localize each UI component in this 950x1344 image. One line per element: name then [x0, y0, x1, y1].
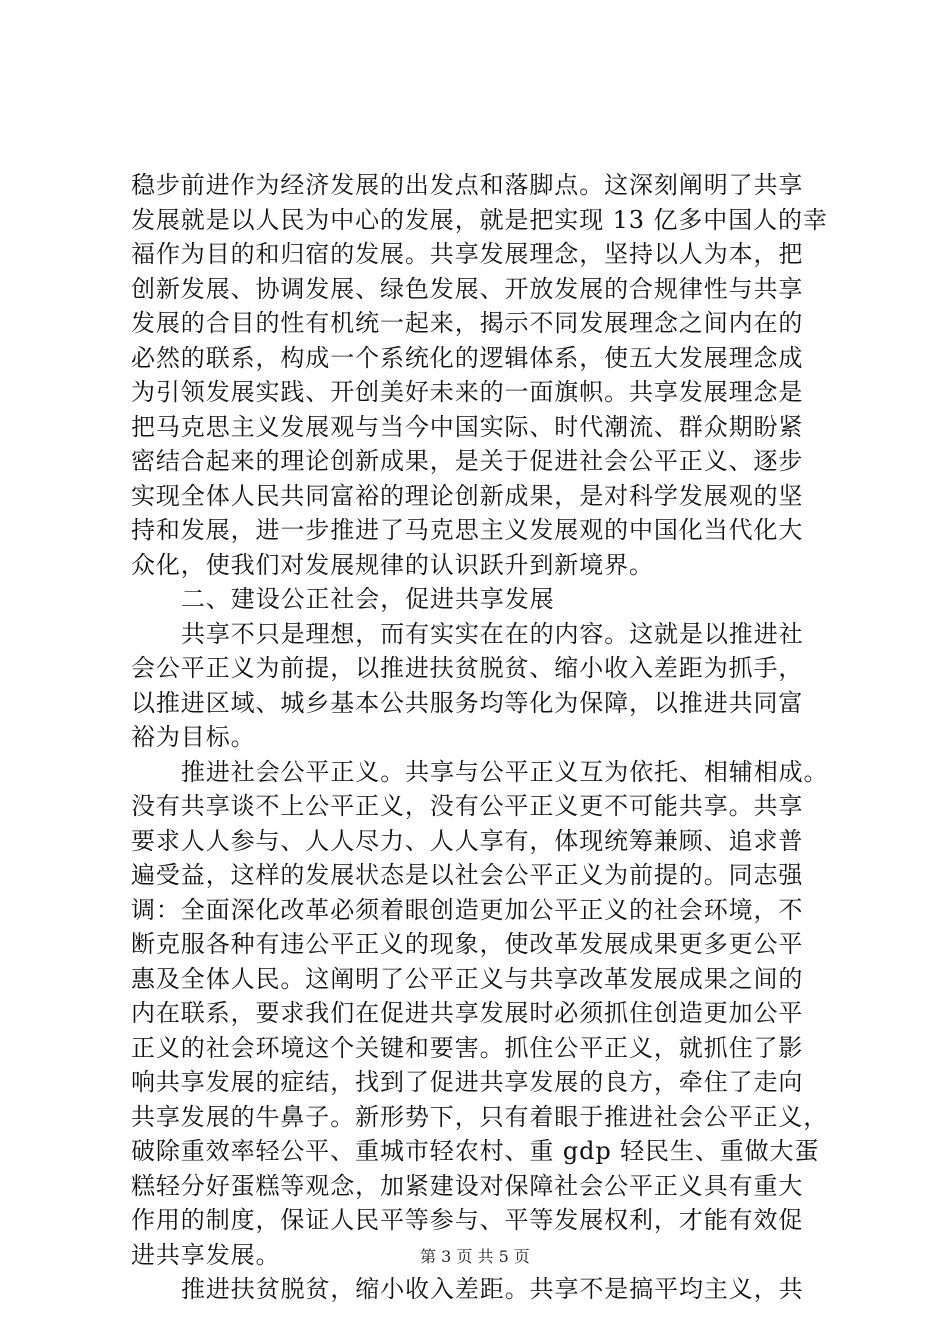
- document-body: [131, 168, 831, 1307]
- text-line: 调：全面深化改革必须着眼创造更加公平正义的社会环境，不: [131, 895, 804, 924]
- text-line: 断克服各种有违公平正义的现象，使改革发展成果更多更公平: [131, 930, 804, 958]
- text-line: 持和发展，进一步推进了马克思主义发展观的中国化当代化大: [131, 516, 804, 544]
- text-line: 会公平正义为前提，以推进扶贫脱贫、缩小收入差距为抓手，: [131, 654, 804, 682]
- text-line: 以推进区域、城乡基本公共服务均等化为保障，以推进共同富: [131, 688, 804, 717]
- text-line: 共享发展的牛鼻子。新形势下，只有着眼于推进社会公平正义，: [131, 1102, 829, 1131]
- text-line: 稳步前进作为经济发展的出发点和落脚点。这深刻阐明了共享: [131, 171, 804, 199]
- text-line: 实现全体人民共同富裕的理论创新成果，是对科学发展观的坚: [131, 481, 804, 510]
- text-line: 把马克思主义发展观与当今中国实际、时代潮流、群众期盼紧: [131, 412, 804, 441]
- paragraph-first-line: 推进扶贫脱贫，缩小收入差距。共享不是搞平均主义，共: [181, 1275, 804, 1303]
- text-line: 正义的社会环境这个关键和要害。抓住公平正义，就抓住了影: [131, 1033, 804, 1062]
- text-line: 发展就是以人民为中心的发展，就是把实现 13 亿多中国人的幸: [131, 205, 828, 234]
- page-number-footer: 第 3 页 共 5 页: [420, 1247, 530, 1266]
- text-line: 福作为目的和归宿的发展。共享发展理念，坚持以人为本，把: [131, 240, 804, 268]
- text-line: 内在联系，要求我们在促进共享发展时必须抓住创造更加公平: [131, 999, 804, 1027]
- text-line: 必然的联系，构成一个系统化的逻辑体系，使五大发展理念成: [131, 343, 804, 372]
- text-line: 没有共享谈不上公平正义，没有公平正义更不可能共享。共享: [131, 792, 804, 820]
- text-line: 发展的合目的性有机统一起来，揭示不同发展理念之间内在的: [131, 309, 804, 337]
- text-line: 要求人人参与、人人尽力、人人享有，体现统筹兼顾、追求普: [131, 826, 804, 855]
- text-line: 众化，使我们对发展规律的认识跃升到新境界。: [131, 550, 654, 579]
- text-line: 遍受益，这样的发展状态是以社会公平正义为前提的。同志强: [131, 861, 804, 889]
- text-line: 裕为目标。: [131, 723, 256, 751]
- paragraph-first-line: 共享不只是理想，而有实实在在的内容。这就是以推进社: [181, 619, 804, 648]
- text-line: 为引领发展实践、开创美好未来的一面旗帜。共享发展理念是: [131, 378, 804, 406]
- text-line: 破除重效率轻公平、重城市轻农村、重 gdp 轻民生、重做大蛋: [131, 1137, 820, 1165]
- text-line: 响共享发展的症结，找到了促进共享发展的良方，牵住了走向: [131, 1068, 804, 1096]
- text-line: 创新发展、协调发展、绿色发展、开放发展的合规律性与共享: [131, 274, 804, 303]
- section-heading: 二、建设公正社会，促进共享发展: [181, 585, 555, 613]
- paragraph-first-line: 推进社会公平正义。共享与公平正义互为依托、相辅相成。: [181, 757, 829, 786]
- text-line: 进共享发展。: [131, 1240, 281, 1269]
- text-line: 作用的制度，保证人民平等参与、平等发展权利，才能有效促: [131, 1206, 804, 1234]
- text-line: 惠及全体人民。这阐明了公平正义与共享改革发展成果之间的: [131, 964, 804, 993]
- text-line: 糕轻分好蛋糕等观念，加紧建设对保障社会公平正义具有重大: [131, 1171, 804, 1200]
- text-line: 密结合起来的理论创新成果，是关于促进社会公平正义、逐步: [131, 447, 804, 475]
